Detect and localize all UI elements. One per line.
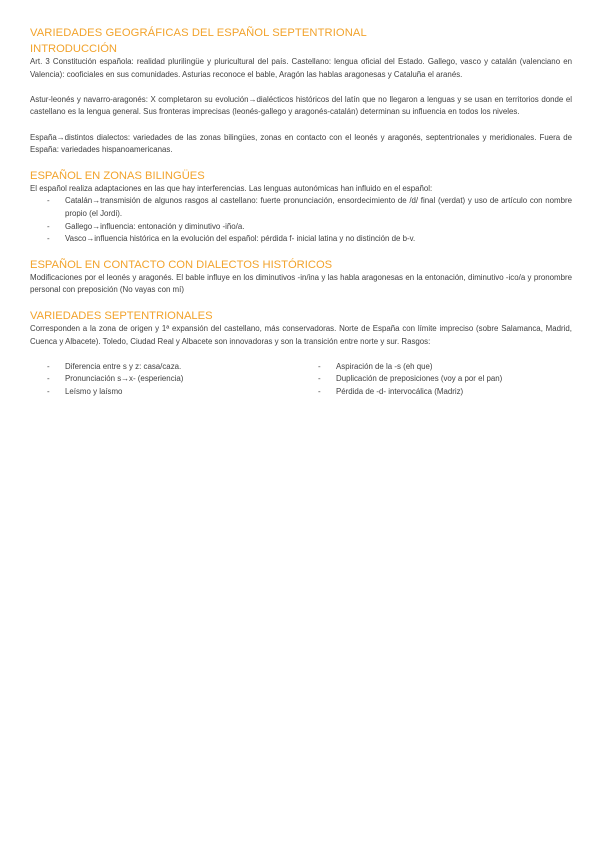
- intro-paragraph-1: Art. 3 Constitución española: realidad plurilingüe y pluricultural del país. Castellano: lengua oficial del Estado. Gallego, vasco y catalán (valenciano en Valencia): cooficiales en sus comunidades. Asturias reconoce el bable, Aragón las hablas aragonesas y Cataluña el aranés.: [30, 57, 572, 79]
- features-list-left: [30, 361, 301, 399]
- section-zonas-bilingues: [30, 169, 572, 246]
- section-introduccion: [30, 42, 572, 157]
- list-item: - Catalán→transmisión de algunos rasgos al castellano: fuerte pronunciación, ensordecimiento de /d/ final (verdat) y uso de artículo con nombre propio (el Jordi).: [30, 195, 572, 220]
- document-title: VARIEDADES GEOGRÁFICAS DEL ESPAÑOL SEPTENTRIONAL: [30, 27, 367, 39]
- list-item: - Duplicación de preposiciones (voy a por el pan): [301, 373, 572, 386]
- list-item: - Aspiración de la -s (eh que): [301, 361, 572, 374]
- list-item: - Pérdida de -d- intervocálica (Madriz): [301, 386, 572, 399]
- list-item: - Leísmo y laísmo: [30, 386, 301, 399]
- section-heading-dialectos-historicos: ESPAÑOL EN CONTACTO CON DIALECTOS HISTÓRICOS: [30, 258, 333, 271]
- bilingual-paragraph: El español realiza adaptaciones en las que hay interferencias. Las lenguas autonómicas han influido en el español:: [30, 183, 433, 193]
- historical-paragraph: Modificaciones por el leonés y aragonés. El bable influye en los diminutivos -in/ina y las habla aragonesas en la entonación, diminutivo -ico/a y pronombre personal con preposición (No vayas con mí): [30, 272, 572, 295]
- section-variedades-septentrionales: [30, 309, 572, 399]
- section-heading-variedades-septentrionales: VARIEDADES SEPTENTRIONALES: [30, 309, 213, 322]
- bilingual-list: [30, 195, 572, 245]
- intro-paragraph-2: Astur-leonés y navarro-aragonés: X completaron su evolución→dialécticos históricos del latín que no llegaron a lenguas y se usan en territorios donde el castellano es la lengua general. Sus fronteras imprecisas (leonés-gallego y aragonés-catalán) determinan su influencia en todos los niveles.: [30, 94, 572, 117]
- list-item: - Gallego→influencia: entonación y diminutivo -iño/a.: [30, 221, 572, 234]
- list-item: - Diferencia entre s y z: casa/caza.: [30, 361, 301, 374]
- document-page: [30, 26, 572, 398]
- section-dialectos-historicos: [30, 258, 572, 297]
- northern-paragraph: Corresponden a la zona de origen y 1ª expansión del castellano, más conservadoras. Norte de España con límite impreciso (sobre Salamanca, Madrid, Cuenca y Albacete). Toledo, Ciudad Real y Albacete son innovadoras y son la transición entre norte y sur. Rasgos:: [30, 323, 572, 346]
- section-heading-introduccion: INTRODUCCIÓN: [30, 43, 118, 55]
- features-list-right: [301, 361, 572, 399]
- list-item: - Pronunciación s→x- (esperiencia): [30, 373, 301, 386]
- features-columns: [30, 361, 572, 399]
- intro-paragraph-3: España→distintos dialectos: variedades de las zonas bilingües, zonas en contacto con el leonés y aragonés, septentrionales y meridionales. Fuera de España: variedades hispanoamericanas.: [30, 132, 572, 155]
- section-heading-zonas-bilingues: ESPAÑOL EN ZONAS BILINGÜES: [30, 169, 205, 182]
- list-item: - Vasco→influencia histórica en la evolución del español: pérdida f- inicial latina y no distinción de b-v.: [30, 233, 572, 246]
